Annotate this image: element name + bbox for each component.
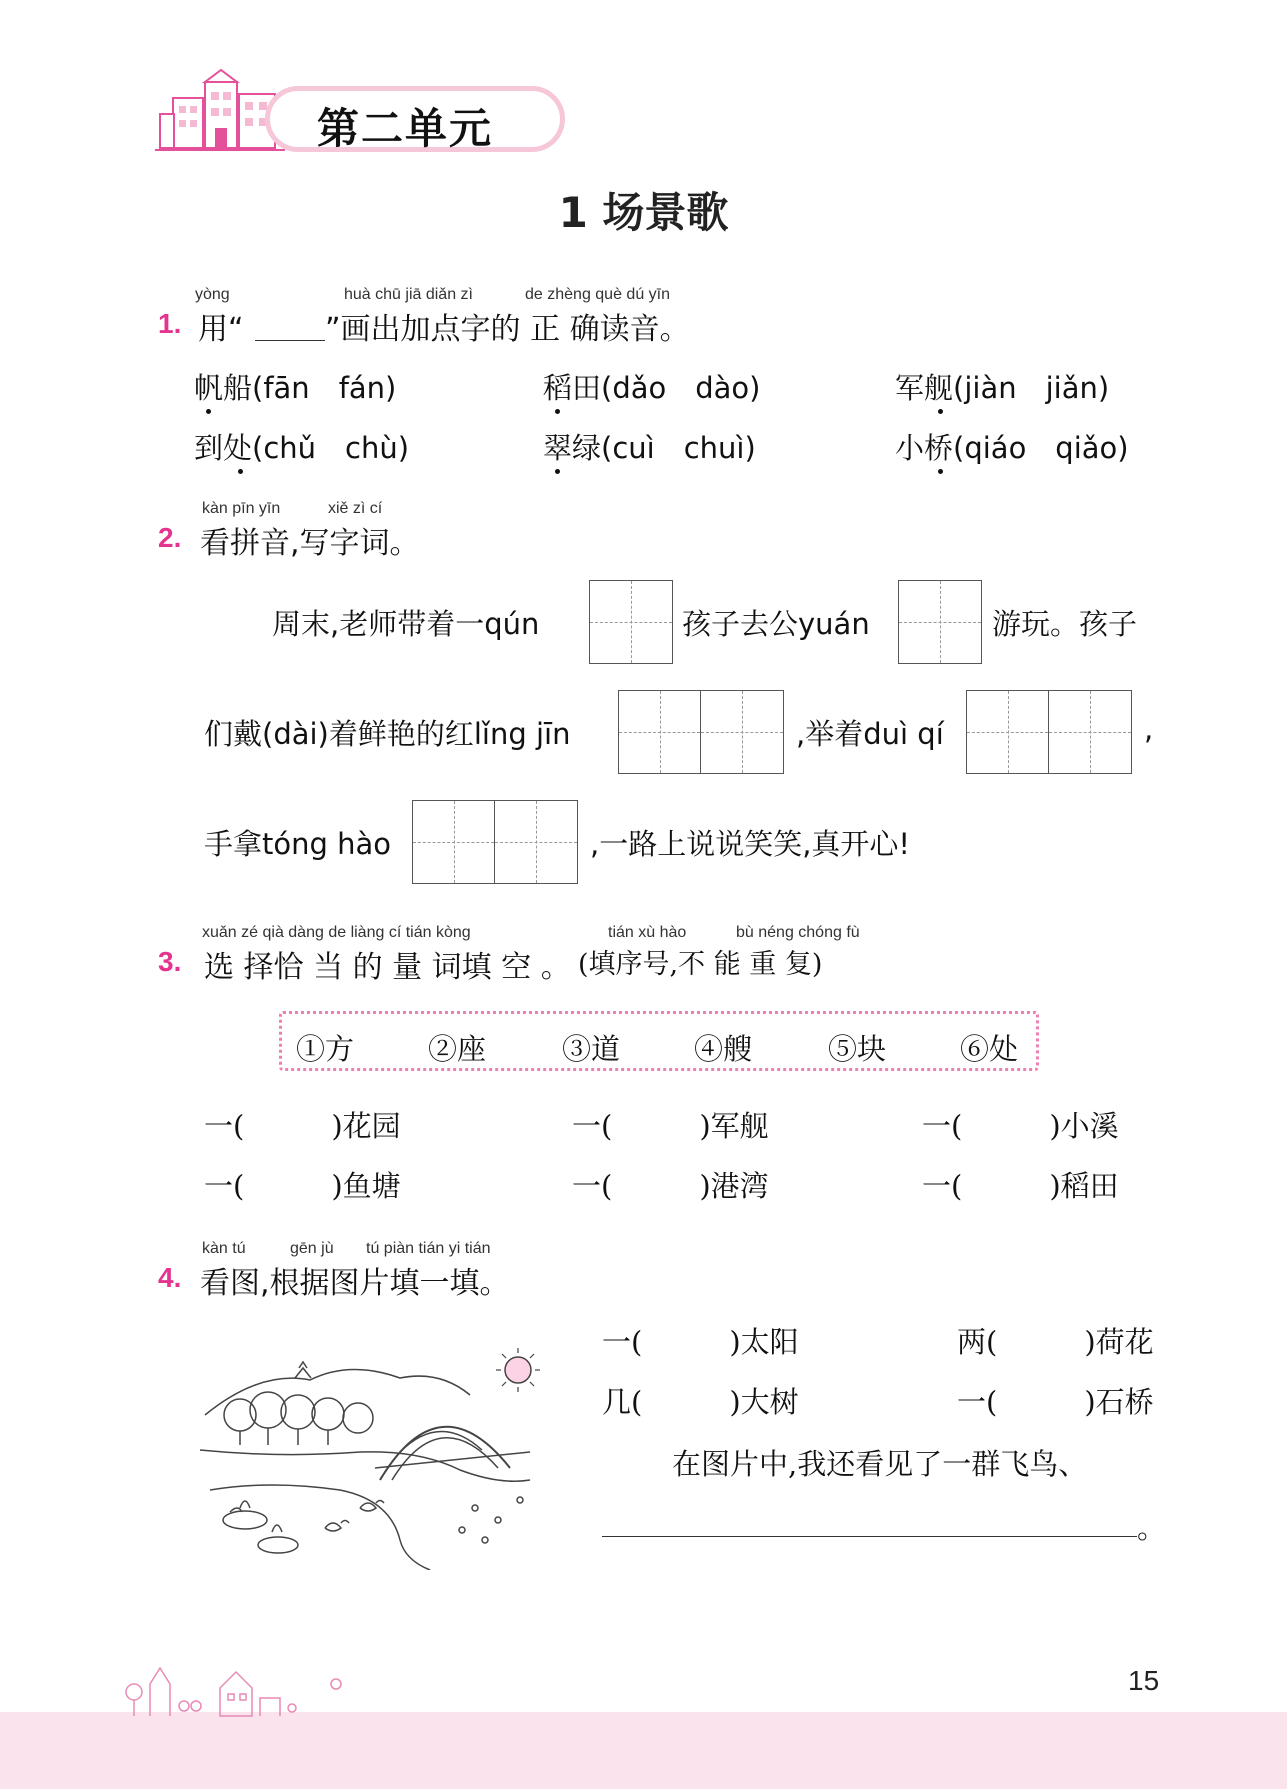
writing-grid[interactable]: [412, 800, 578, 884]
q3-prompt: 选 择恰 当 的 量 词填 空 。: [204, 950, 571, 985]
park-landscape-illustration: [200, 1340, 570, 1570]
unit-title: 第二单元: [317, 104, 494, 153]
q2-line3-b: ,一路上说说笑笑,真开心!: [590, 827, 911, 861]
q3-number: 3.: [158, 946, 182, 977]
q4-blank[interactable]: 一( )太阳: [602, 1325, 799, 1359]
town-doodle-icon: [120, 1648, 350, 1718]
q3-blank[interactable]: 一( )鱼塘: [204, 1169, 401, 1203]
emphasis-dot: [238, 469, 243, 474]
pavilion-icon: [295, 1362, 311, 1378]
q3-pinyin-1: xuǎn zé qià dàng de liàng cí tián kòng: [202, 924, 471, 941]
q2-number: 2.: [158, 522, 182, 553]
q1-item: 军舰(jiàn jiǎn): [895, 371, 1110, 405]
emphasis-dot: [555, 409, 560, 414]
q2-line1-b: 孩子去公yuán: [682, 607, 870, 641]
tree-group-icon: [224, 1392, 373, 1445]
q4-end-mark: 。: [1137, 1511, 1167, 1545]
q1-pinyin-1: yòng: [195, 286, 230, 303]
q3-pinyin-2: tián xù hào: [608, 924, 687, 941]
writing-grid[interactable]: [966, 690, 1132, 774]
writing-grid[interactable]: [589, 580, 673, 664]
q4-pinyin-2: gēn jù: [290, 1240, 334, 1257]
q2-pinyin-2: xiě zì cí: [328, 500, 383, 517]
q1-item: 帆船(fān fán): [194, 371, 397, 405]
q4-answer-line[interactable]: [602, 1536, 1137, 1537]
q4-pinyin-3: tú piàn tián yi tián: [366, 1240, 491, 1257]
q2-pinyin-1: kàn pīn yīn: [202, 500, 281, 517]
q1-item: 到处(chǔ chù): [194, 431, 410, 465]
q2-line3-a: 手拿tóng hào: [204, 827, 392, 861]
q3-blank[interactable]: 一( )港湾: [572, 1169, 769, 1203]
q2-prompt: 看拼音,写字词。: [200, 526, 420, 561]
q2-line2-c: ,: [1144, 712, 1154, 746]
q1-pinyin-3: de zhèng què dú yīn: [525, 286, 671, 303]
q3-pinyin-3: bù néng chóng fù: [736, 924, 860, 941]
emphasis-dot: [555, 469, 560, 474]
writing-grid[interactable]: [618, 690, 784, 774]
option-item: ⑤块: [828, 1032, 887, 1066]
q4-blank[interactable]: 一( )石桥: [957, 1385, 1154, 1419]
emphasis-dot: [938, 409, 943, 414]
q1-pinyin-2: huà chū jiā diǎn zì: [344, 286, 473, 303]
writing-grid[interactable]: [898, 580, 982, 664]
page-number: 15: [1128, 1665, 1160, 1696]
lotus-icon: [272, 1525, 282, 1532]
lesson-title: 1 场景歌: [558, 188, 729, 237]
option-item: ②座: [428, 1032, 487, 1066]
sun-icon: [505, 1357, 531, 1383]
emphasis-dot: [938, 469, 943, 474]
duck-icon: [325, 1521, 349, 1532]
q4-pinyin-1: kàn tú: [202, 1240, 246, 1257]
q2-line1-a: 周末,老师带着一qún: [272, 607, 540, 641]
q4-blank[interactable]: 几( )大树: [602, 1385, 799, 1419]
q1-item: 翠绿(cuì chuì): [543, 431, 756, 465]
q1-prompt-start: 用“: [198, 312, 244, 347]
q2-line1-c: 游玩。孩子: [992, 607, 1138, 641]
q1-number: 1.: [158, 308, 182, 339]
q3-blank[interactable]: 一( )稻田: [922, 1169, 1119, 1203]
option-item: ⑥处: [960, 1032, 1019, 1066]
q4-prompt: 看图,根据图片填一填。: [200, 1266, 510, 1301]
unit-banner: [155, 68, 567, 160]
q1-prompt-end: ”画出加点字的 正 确读音。: [325, 312, 690, 347]
option-item: ①方: [296, 1032, 355, 1066]
q3-blank[interactable]: 一( )军舰: [572, 1109, 769, 1143]
q3-note: (填序号,不 能 重 复): [578, 949, 823, 980]
footer-band: [0, 1712, 1287, 1789]
q4-sentence: 在图片中,我还看见了一群飞鸟、: [672, 1447, 1088, 1481]
q2-line2-b: ,举着duì qí: [796, 717, 944, 751]
q4-blank[interactable]: 两( )荷花: [957, 1325, 1154, 1359]
q3-blank[interactable]: 一( )花园: [204, 1109, 401, 1143]
option-item: ④艘: [694, 1032, 753, 1066]
option-item: ③道: [562, 1032, 621, 1066]
emphasis-dot: [206, 409, 211, 414]
q4-number: 4.: [158, 1262, 182, 1293]
q1-underline-sample: [255, 340, 325, 341]
q1-item: 稻田(dǎo dào): [543, 371, 761, 405]
q1-item: 小桥(qiáo qiǎo): [895, 431, 1129, 465]
q3-blank[interactable]: 一( )小溪: [922, 1109, 1119, 1143]
measure-word-options: [279, 1011, 1039, 1071]
q2-line2-a: 们戴(dài)着鲜艳的红lǐng jīn: [204, 717, 571, 751]
